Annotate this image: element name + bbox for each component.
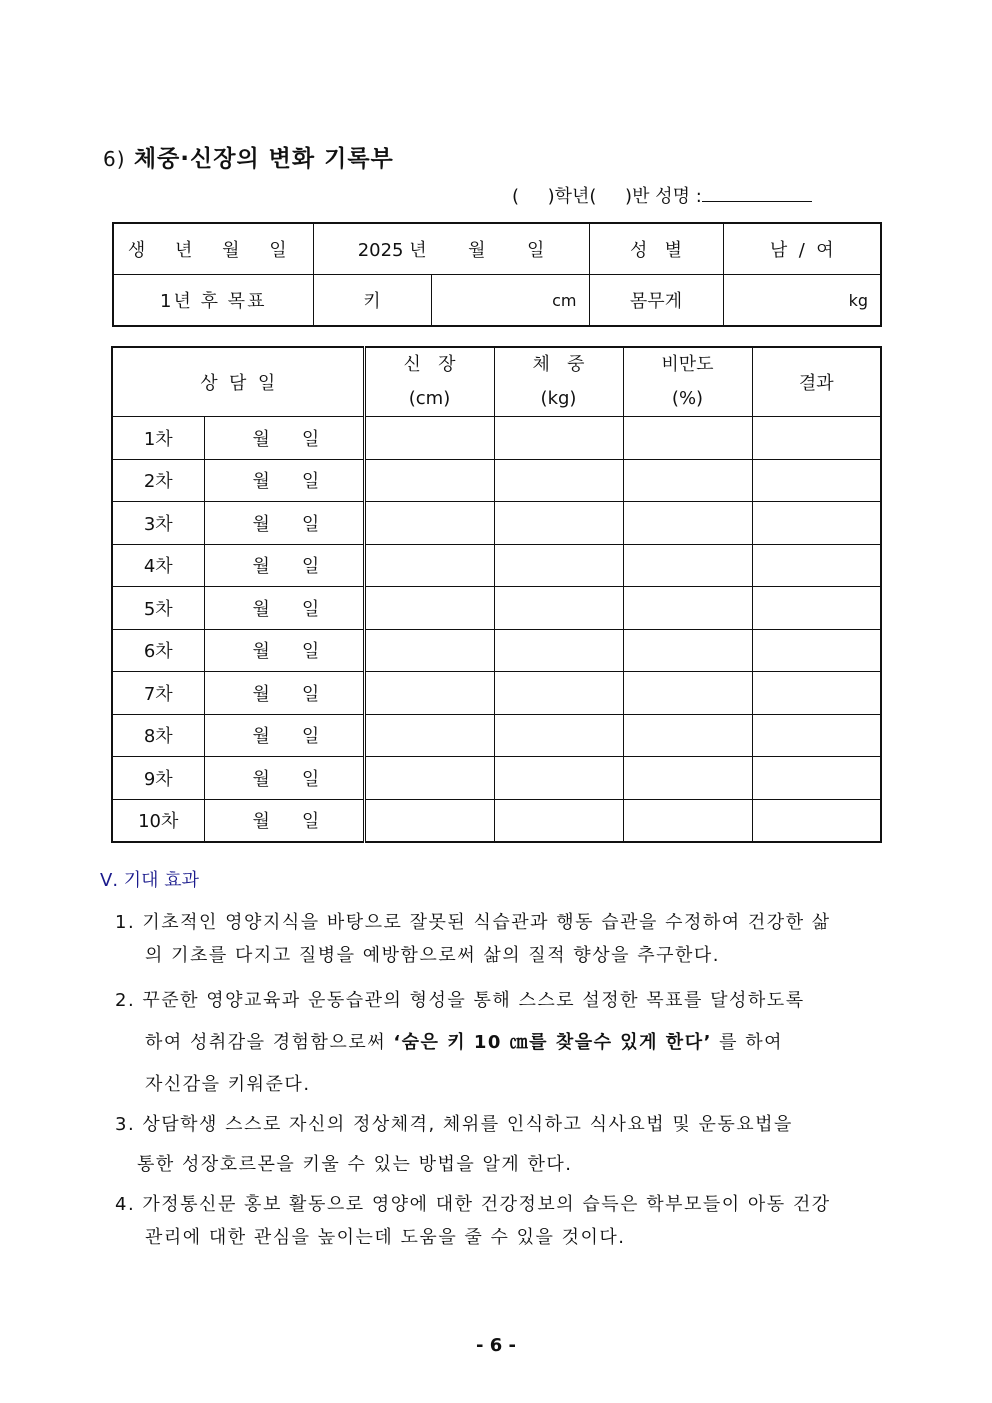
birthdate-value[interactable]	[313, 223, 589, 275]
height-goal-label: 키	[313, 275, 431, 327]
effect-item-2-highlight: ‘숨은 키 10 ㎝를 찾을수 있게 한다’	[393, 1032, 712, 1053]
record-month: 월	[252, 428, 270, 450]
record-day: 일	[301, 471, 320, 493]
records-table	[111, 346, 882, 843]
record-day: 일	[301, 726, 320, 748]
record-obesity-cell[interactable]	[623, 714, 752, 757]
header-date: 상 담 일	[112, 347, 364, 417]
effect-item-2	[115, 980, 905, 1106]
record-row	[112, 757, 881, 800]
record-result-cell[interactable]	[752, 544, 881, 587]
student-info-line	[512, 182, 812, 208]
record-obesity-cell[interactable]	[623, 502, 752, 545]
record-obesity-cell[interactable]	[623, 799, 752, 842]
record-obesity-cell[interactable]	[623, 459, 752, 502]
record-date[interactable]	[204, 714, 364, 757]
effect-item-4-line1: 4. 가정통신문 홍보 활동으로 영양에 대한 건강정보의 습득은 학부모들이 아동 건강	[115, 1194, 831, 1215]
record-row	[112, 587, 881, 630]
record-month: 월	[252, 556, 270, 578]
effect-item-4-line2: 관리에 대한 관심을 높이는데 도움을 줄 수 있을 것이다.	[145, 1227, 626, 1248]
record-result-cell[interactable]	[752, 799, 881, 842]
effect-item-1	[115, 906, 905, 972]
record-result-cell[interactable]	[752, 587, 881, 630]
info-table	[112, 222, 882, 327]
record-month: 월	[252, 513, 270, 535]
section-heading-v: Ⅴ. 기대 효과	[100, 870, 200, 891]
effect-item-2-line2-pre: 하여 성취감을 경험함으로써	[145, 1032, 394, 1053]
record-day: 일	[301, 556, 320, 578]
record-height-cell[interactable]	[364, 417, 494, 460]
record-weight-cell[interactable]	[494, 417, 623, 460]
record-month: 월	[252, 726, 270, 748]
effect-item-4	[115, 1188, 905, 1254]
record-day: 일	[301, 428, 320, 450]
birth-day: 일	[526, 240, 545, 261]
record-date[interactable]	[204, 672, 364, 715]
record-obesity-cell[interactable]	[623, 757, 752, 800]
record-date[interactable]	[204, 417, 364, 460]
effect-item-3	[115, 1105, 905, 1185]
record-day: 일	[301, 683, 320, 705]
record-height-cell[interactable]	[364, 757, 494, 800]
record-round: 7차	[112, 672, 204, 715]
effect-item-2-line3: 자신감을 키워준다.	[145, 1074, 311, 1095]
record-height-cell[interactable]	[364, 672, 494, 715]
record-month: 월	[252, 811, 270, 833]
record-obesity-cell[interactable]	[623, 417, 752, 460]
record-date[interactable]	[204, 757, 364, 800]
header-height-label: 신 장	[403, 354, 456, 375]
record-month: 월	[252, 598, 270, 620]
effect-item-3-line1: 3. 상담학생 스스로 자신의 정상체격, 체위를 인식하고 식사요법 및 운동요법을	[115, 1114, 793, 1135]
weight-goal-label: 몸무게	[589, 275, 723, 327]
record-date[interactable]	[204, 459, 364, 502]
record-round: 10차	[112, 799, 204, 842]
record-weight-cell[interactable]	[494, 714, 623, 757]
effect-item-1-line1: 1. 기초적인 영양지식을 바탕으로 잘못된 식습관과 행동 습관을 수정하여 건강한 삶	[115, 912, 831, 933]
record-row	[112, 629, 881, 672]
header-obesity-label: 비만도	[661, 354, 714, 375]
record-month: 월	[252, 641, 270, 663]
records-header-row	[112, 347, 881, 417]
student-info-text: ( )학년( )반 성명 :	[512, 186, 702, 207]
record-result-cell[interactable]	[752, 714, 881, 757]
record-weight-cell[interactable]	[494, 502, 623, 545]
record-date[interactable]	[204, 544, 364, 587]
record-row	[112, 459, 881, 502]
record-obesity-cell[interactable]	[623, 629, 752, 672]
birthdate-row	[113, 223, 881, 275]
record-weight-cell[interactable]	[494, 757, 623, 800]
effect-item-2-line2-post: 를 하여	[711, 1032, 784, 1053]
effect-item-3-line2: 통한 성장호르몬을 키울 수 있는 방법을 알게 한다.	[137, 1154, 573, 1175]
record-date[interactable]	[204, 799, 364, 842]
record-round: 9차	[112, 757, 204, 800]
birth-year: 2025 년	[357, 240, 427, 261]
header-result: 결과	[752, 347, 881, 417]
goal-label: 1년 후 목표	[113, 275, 313, 327]
record-obesity-cell[interactable]	[623, 587, 752, 630]
effect-item-2-line1: 2. 꾸준한 영양교육과 운동습관의 형성을 통해 스스로 설정한 목표를 달성하도록	[115, 990, 805, 1011]
record-height-cell[interactable]	[364, 544, 494, 587]
record-result-cell[interactable]	[752, 672, 881, 715]
record-row	[112, 544, 881, 587]
record-row	[112, 672, 881, 715]
record-weight-cell[interactable]	[494, 587, 623, 630]
record-row	[112, 714, 881, 757]
header-weight-label: 체 중	[532, 354, 585, 375]
effect-item-2-line2	[115, 1022, 905, 1064]
record-height-cell[interactable]	[364, 502, 494, 545]
records-body	[112, 417, 881, 843]
record-height-cell[interactable]	[364, 799, 494, 842]
record-month: 월	[252, 471, 270, 493]
record-day: 일	[301, 513, 320, 535]
birthdate-label: 생 년 월 일	[113, 223, 313, 275]
record-obesity-cell[interactable]	[623, 672, 752, 715]
header-obesity-unit: (%)	[671, 388, 704, 409]
record-round: 1차	[112, 417, 204, 460]
gender-label: 성 별	[589, 223, 723, 275]
header-height	[364, 347, 494, 417]
goal-row	[113, 275, 881, 327]
title-text: 체중·신장의 변화 기록부	[133, 146, 394, 172]
page-number: - 6 -	[476, 1335, 516, 1356]
record-height-cell[interactable]	[364, 629, 494, 672]
record-date[interactable]	[204, 629, 364, 672]
gender-value[interactable]: 남 / 여	[723, 223, 881, 275]
record-height-cell[interactable]	[364, 714, 494, 757]
record-day: 일	[301, 598, 320, 620]
record-weight-cell[interactable]	[494, 799, 623, 842]
record-weight-cell[interactable]	[494, 629, 623, 672]
record-weight-cell[interactable]	[494, 672, 623, 715]
record-result-cell[interactable]	[752, 757, 881, 800]
record-row	[112, 417, 881, 460]
header-weight-unit: (kg)	[540, 388, 577, 409]
header-weight	[494, 347, 623, 417]
record-round: 6차	[112, 629, 204, 672]
birth-month: 월	[468, 240, 486, 261]
record-round: 5차	[112, 587, 204, 630]
record-month: 월	[252, 683, 270, 705]
record-result-cell[interactable]	[752, 502, 881, 545]
weight-goal-unit[interactable]: kg	[723, 275, 881, 327]
record-row	[112, 502, 881, 545]
height-goal-unit[interactable]: cm	[431, 275, 589, 327]
record-weight-cell[interactable]	[494, 459, 623, 502]
record-date[interactable]	[204, 502, 364, 545]
record-obesity-cell[interactable]	[623, 544, 752, 587]
record-result-cell[interactable]	[752, 417, 881, 460]
record-weight-cell[interactable]	[494, 544, 623, 587]
record-round: 3차	[112, 502, 204, 545]
record-row	[112, 799, 881, 842]
record-round: 2차	[112, 459, 204, 502]
header-height-unit: (cm)	[408, 388, 451, 409]
record-height-cell[interactable]	[364, 459, 494, 502]
page-title	[103, 140, 394, 173]
record-result-cell[interactable]	[752, 629, 881, 672]
title-number: 6)	[103, 147, 126, 171]
record-date[interactable]	[204, 587, 364, 630]
header-obesity	[623, 347, 752, 417]
record-result-cell[interactable]	[752, 459, 881, 502]
record-day: 일	[301, 811, 320, 833]
record-height-cell[interactable]	[364, 587, 494, 630]
record-round: 8차	[112, 714, 204, 757]
record-day: 일	[301, 641, 320, 663]
record-month: 월	[252, 768, 270, 790]
effect-item-1-line2: 의 기초를 다지고 질병을 예방함으로써 삶의 질적 향상을 추구한다.	[145, 945, 720, 966]
record-day: 일	[301, 768, 320, 790]
record-round: 4차	[112, 544, 204, 587]
name-blank[interactable]	[702, 185, 812, 202]
